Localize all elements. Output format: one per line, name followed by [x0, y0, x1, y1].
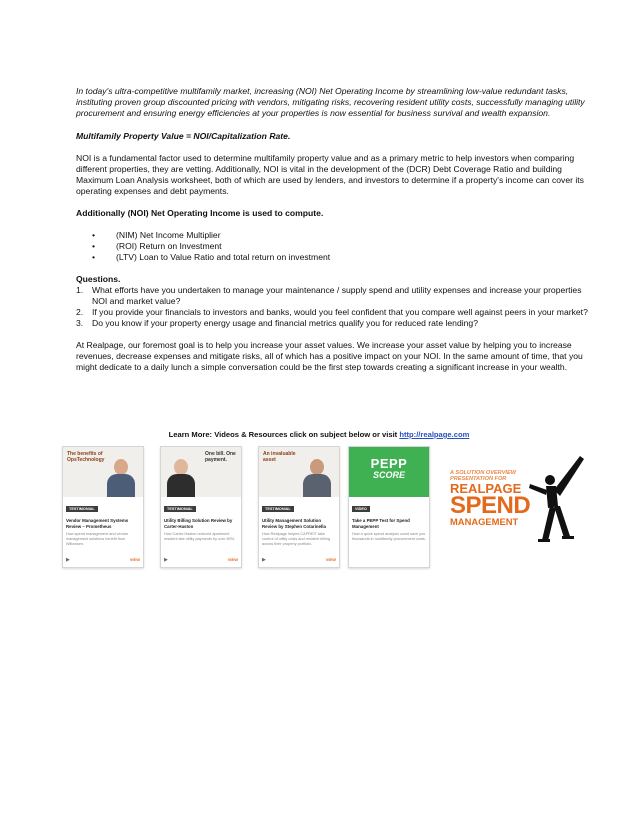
- promo-line4: SPEND: [450, 491, 531, 519]
- thumbnail-caption: The benefits of OpsTechnology: [67, 451, 105, 463]
- promo-line5: MANAGEMENT: [450, 515, 519, 527]
- card-title: Utility Management Solution Review by Stephen Cotarinella: [262, 518, 326, 529]
- card-thumbnail: [63, 447, 143, 497]
- question-text: Do you know if your property energy usage and financial metrics qualify you for reduced rate lending?: [92, 318, 478, 328]
- list-item: [76, 318, 596, 329]
- view-link[interactable]: VIEW: [325, 557, 336, 562]
- card-tag: TESTIMONIAL: [164, 506, 196, 512]
- person-icon: [303, 459, 331, 497]
- list-item: • (ROI) Return on Investment: [76, 241, 596, 252]
- card-description: How a quick spend analysis could save you thousands in multifamily procurement costs.: [352, 532, 426, 541]
- list-item: • (NIM) Net Income Multiplier: [76, 230, 596, 241]
- card-footer: [262, 557, 336, 563]
- promo-line2: PRESENTATION FOR: [450, 476, 507, 483]
- learn-more-line: [0, 430, 638, 439]
- ninja-kick-icon: [520, 450, 586, 546]
- pepp-logo-line1: PEPP: [370, 456, 408, 471]
- intro-paragraph: In today's ultra-competitive multifamily market, increasing (NOI) Net Operating Income by streamlining low-value redundant tasks, instituting proven group discounted pricing with vendors, mitigating risks, recovering resident utility costs, successfully managing utility procurement and ensuring energy efficiencies at your properties is now essential for business survival and wealth expansion.: [76, 86, 585, 118]
- question-text: What efforts have you undertaken to manage your maintenance / supply spend and utility expenses and increase your properties NOI and market value?: [92, 285, 582, 306]
- metric-list: [76, 230, 596, 263]
- thumbnail-caption: An invaluable asset: [263, 451, 296, 463]
- resource-card-pepp-score[interactable]: [348, 446, 430, 568]
- card-tag: TESTIMONIAL: [66, 506, 98, 512]
- list-item: [76, 285, 596, 307]
- list-item: [76, 307, 596, 318]
- spend-management-promo[interactable]: [450, 456, 580, 566]
- thumbnail-caption: One bill. One payment.: [205, 451, 236, 463]
- card-description: How Carter-Haston reduced apartment resident late utility payments by over 80%.: [164, 532, 236, 541]
- card-description: How spend management and vendor management solutions benefit from Willowsen.: [66, 532, 129, 546]
- pepp-logo-line2: SCORE: [372, 470, 405, 480]
- view-link[interactable]: VIEW: [227, 557, 238, 562]
- card-tag: TESTIMONIAL: [262, 506, 294, 512]
- questions-heading: Questions.: [76, 274, 121, 284]
- value-formula: Multifamily Property Value = NOI/Capitalization Rate.: [76, 131, 291, 141]
- card-thumbnail: [349, 447, 429, 497]
- card-tag: VIDEO: [352, 506, 370, 512]
- question-number: 3.: [76, 318, 84, 328]
- realpage-link[interactable]: http://realpage.com: [399, 430, 470, 439]
- question-number: 2.: [76, 307, 84, 317]
- play-icon: ▶: [66, 557, 70, 563]
- play-icon: ▶: [164, 557, 168, 563]
- card-title: Utility Billing Solution Review by Carter-Haston: [164, 518, 233, 529]
- question-text: If you provide your financials to investors and banks, would you feel confident that you compare well against peers in your market?: [92, 307, 588, 317]
- resource-cards: [62, 446, 582, 571]
- question-number: 1.: [76, 285, 84, 295]
- promo-line1: A SOLUTION OVERVIEW: [450, 470, 516, 476]
- card-thumbnail: [161, 447, 241, 497]
- learn-more-text: Learn More: Videos & Resources click on subject below or visit: [168, 430, 400, 439]
- play-icon: ▶: [262, 557, 266, 563]
- card-footer: [164, 557, 238, 563]
- resource-card-utility-management[interactable]: [258, 446, 340, 568]
- card-thumbnail: [259, 447, 339, 497]
- document-body: [76, 86, 596, 384]
- view-link[interactable]: VIEW: [129, 557, 140, 562]
- resource-card-utility-billing[interactable]: [160, 446, 242, 568]
- compute-heading: Additionally (NOI) Net Operating Income is used to compute.: [76, 208, 324, 218]
- closing-paragraph: At Realpage, our foremost goal is to help you increase your asset values. We increase your asset value by helping you to increase revenues, decrease expenses and mitigate risks, all of which has a positive impact on your NOI. In the same amount of time, that you might dedicate to a daily lunch a simple conversation could be the first step towards creating a significant increase in your wealth.: [76, 340, 583, 372]
- pepp-score-logo: [349, 457, 429, 480]
- person-icon: [167, 459, 195, 497]
- person-icon: [107, 459, 135, 497]
- card-footer: [66, 557, 140, 563]
- noi-paragraph: NOI is a fundamental factor used to determine multifamily property value and as a primary metric to help investors when comparing different properties, they are vetting. Additionally, NOI is vital in the development of the (DCR) Debt Coverage Ratio and building Maximum Loan Analysis worksheet, both of which are used by lenders, and investors to determine if a property's income can cover its operating expenses and debt payments.: [76, 153, 584, 196]
- resource-card-vendor-management[interactable]: [62, 446, 144, 568]
- card-title: Take a PEPP Test for Spend Management: [352, 518, 410, 529]
- list-item: • (LTV) Loan to Value Ratio and total return on investment: [76, 252, 596, 263]
- promo-line3: REALPAGE: [450, 480, 522, 496]
- card-title: Vendor Management Systems Review – Prometheus: [66, 518, 129, 529]
- questions-list: [76, 285, 596, 329]
- card-description: How Realpage helped CAPREIT take control of utility costs and resident billing across their property portfolio.: [262, 532, 330, 546]
